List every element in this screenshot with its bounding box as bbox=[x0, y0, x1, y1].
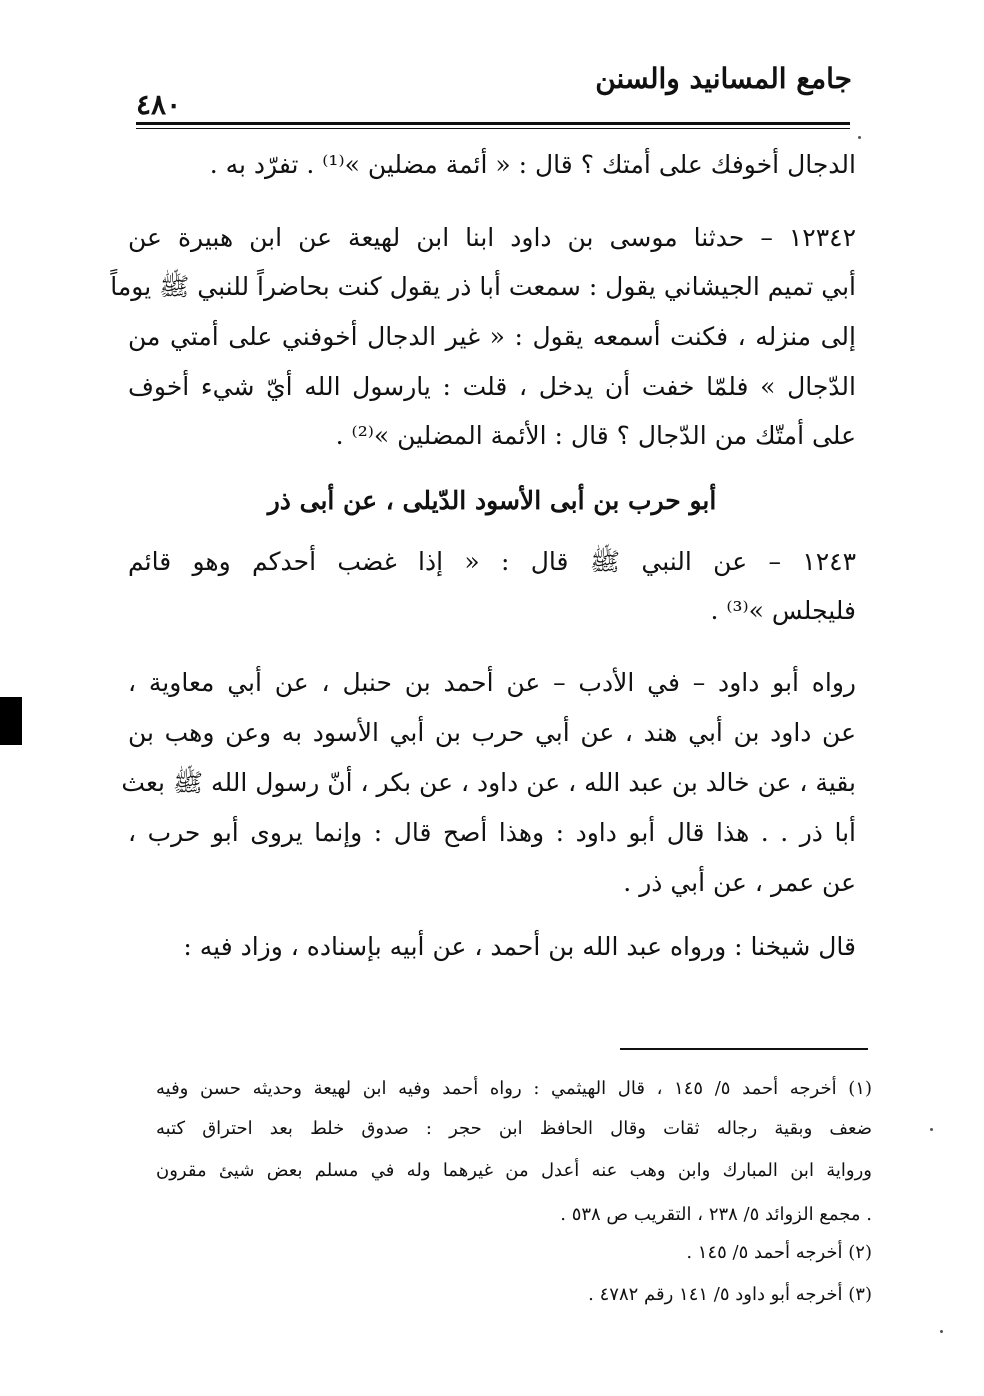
footnote-1-line: ضعف وبقية رجاله ثقات وقال الحافظ ابن حجر : صدوق خلط بعد احتراق كتبه bbox=[156, 1118, 872, 1139]
footnote-1-line: (١) أخرجه أحمد ٥/ ١٤٥ ، قال الهيثمي : رواه أحمد وفيه ابن لهيعة وحديثه حسن وفيه bbox=[156, 1078, 872, 1099]
hadith-12342-line: ١٢٣٤٢ – حدثنا موسى بن داود ابنا ابن لهيعة عن ابن هبيرة عن bbox=[128, 223, 856, 252]
commentary-line: أبا ذر . . هذا قال أبو داود : وهذا أصح قال : وإنما يروى أبو حرب ، bbox=[128, 818, 856, 847]
footnote-1-line: ورواية ابن المبارك وابن وهب عنه أعدل من غيرهما وله في مسلم بعض شيئ مقرون bbox=[156, 1160, 872, 1181]
body-line: على أمتّك من الدّجال ؟ قال : الأئمة المضلين »⁽²⁾ . bbox=[335, 421, 856, 450]
running-title: جامع المسانيد والسنن bbox=[595, 62, 852, 95]
commentary-line: رواه أبو داود – في الأدب – عن أحمد بن حنبل ، عن أبي معاوية ، bbox=[128, 668, 856, 697]
body-line: فليجلس »⁽³⁾ . bbox=[710, 596, 856, 625]
scan-speck bbox=[930, 1128, 933, 1131]
body-line: الدجال أخوفك على أمتك ؟ قال : « أئمة مضلين »⁽¹⁾ . تفرّد به . bbox=[209, 150, 856, 179]
header-rule-thin bbox=[136, 128, 850, 129]
footnote-2: (٢) أخرجه أحمد ٥/ ١٤٥ . bbox=[686, 1242, 872, 1263]
scan-edge-mark bbox=[0, 697, 22, 745]
body-line: الدّجال » فلمّا خفت أن يدخل ، قلت : يارسول الله أيّ شيء أخوف bbox=[128, 372, 856, 401]
commentary-line: عن عمر ، عن أبي ذر . bbox=[623, 868, 856, 897]
hadith-1243-line: ١٢٤٣ – عن النبي ﷺ قال : « إذا غضب أحدكم وهو قائم bbox=[128, 547, 856, 576]
page-number: ٤٨٠ bbox=[136, 88, 182, 121]
footnote-3: (٣) أخرجه أبو داود ٥/ ١٤١ رقم ٤٧٨٢ . bbox=[588, 1284, 872, 1305]
scan-speck bbox=[858, 136, 861, 139]
header-rule bbox=[136, 122, 850, 125]
section-heading: أبو حرب بن أبى الأسود الدّيلى ، عن أبى ذر bbox=[267, 486, 717, 515]
commentary-line: بقية ، عن خالد بن عبد الله ، عن داود ، عن بكر ، أنّ رسول الله ﷺ بعث bbox=[121, 768, 856, 797]
commentary-line: عن داود بن أبي هند ، عن أبي حرب بن أبي الأسود به وعن وهب بن bbox=[128, 718, 856, 747]
footnote-rule bbox=[620, 1048, 868, 1050]
footnote-1-line: . مجمع الزوائد ٥/ ٢٣٨ ، التقريب ص ٥٣٨ . bbox=[560, 1204, 872, 1225]
scan-speck bbox=[940, 1330, 943, 1333]
body-line: أبي تميم الجيشاني يقول : سمعت أبا ذر يقول كنت بحاضراً للنبي ﷺ يوماً bbox=[110, 272, 856, 301]
closing-line: قال شيخنا : ورواه عبد الله بن أحمد ، عن أبيه بإسناده ، وزاد فيه : bbox=[183, 932, 856, 961]
body-line: إلى منزله ، فكنت أسمعه يقول : « غير الدجال أخوفني على أمتي من bbox=[128, 322, 856, 351]
